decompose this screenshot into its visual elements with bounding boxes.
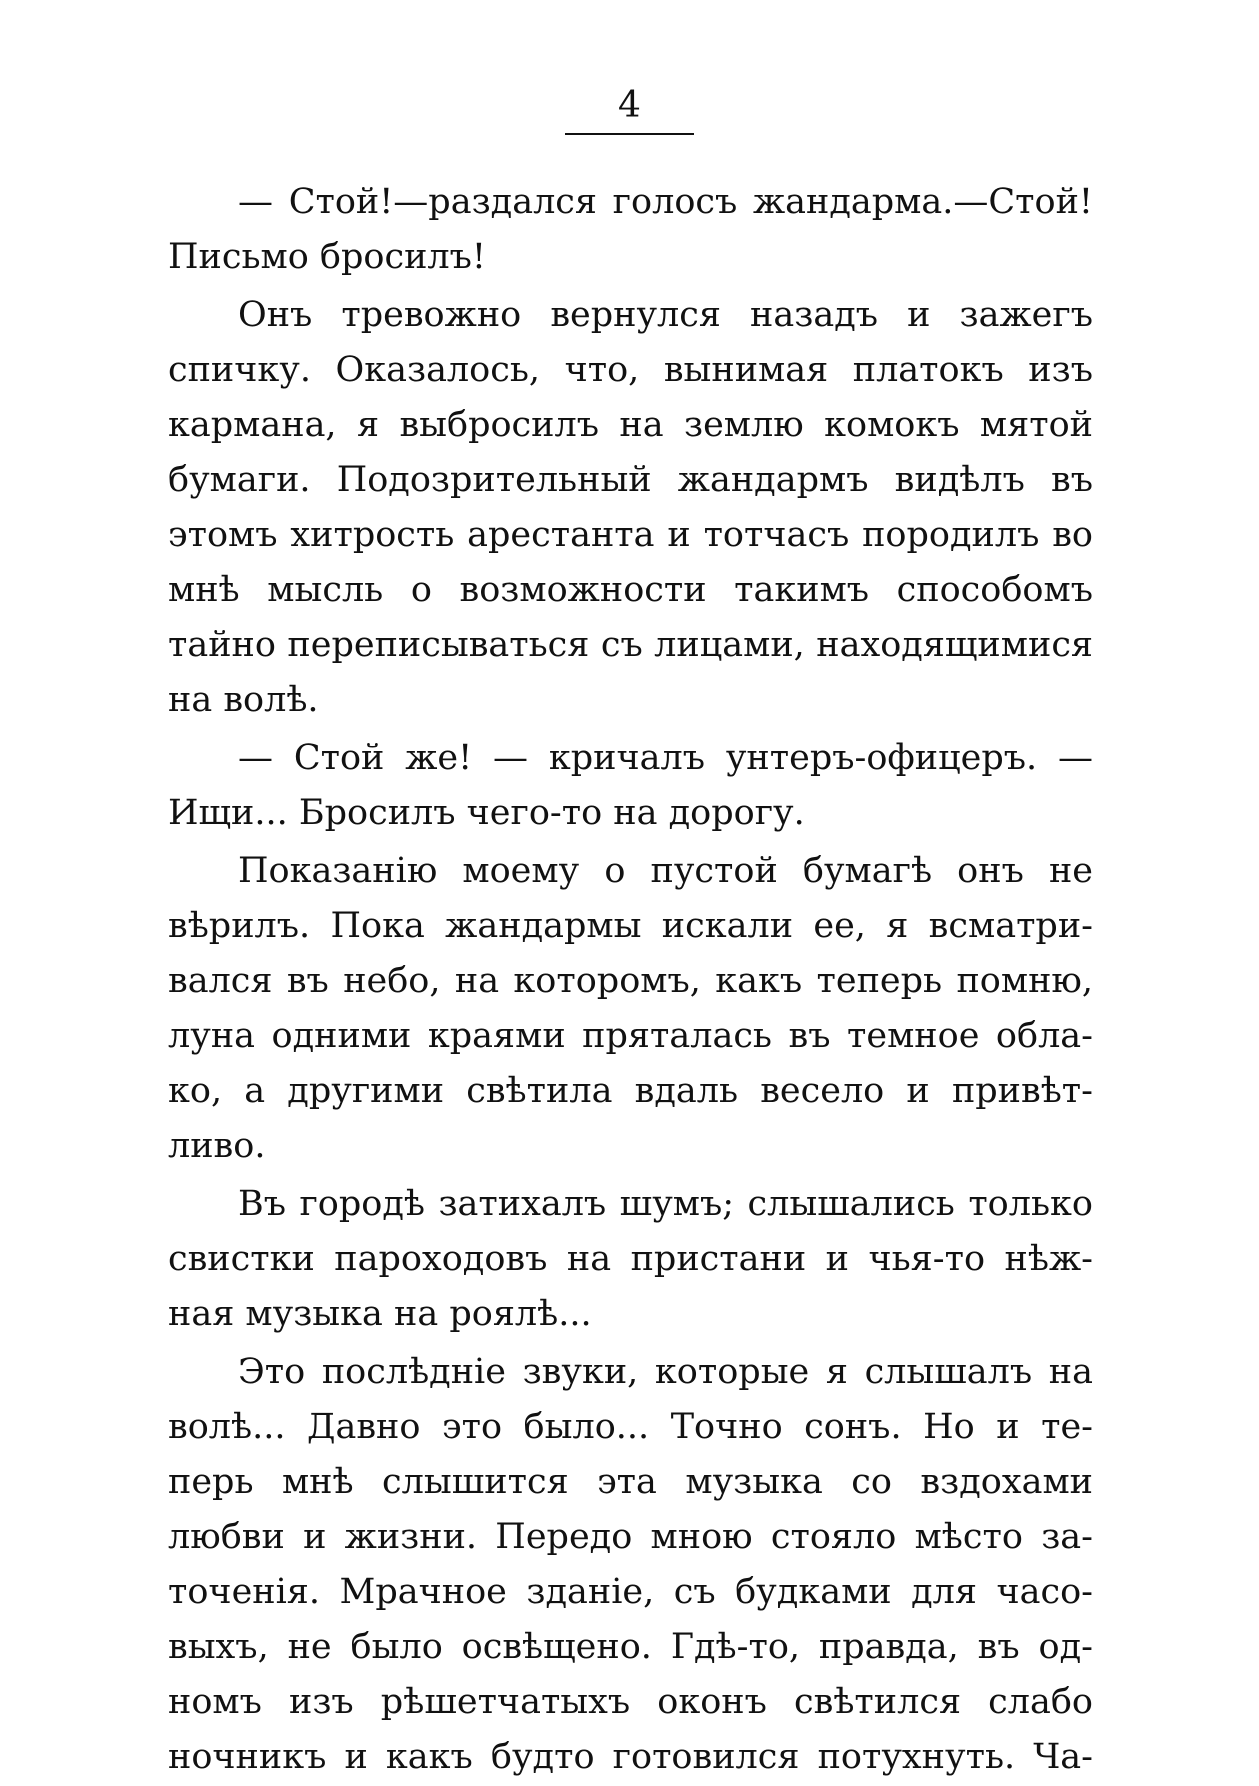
text-line: мнѣ мысль о возможности такимъ способомъ bbox=[168, 570, 1093, 610]
header-rule bbox=[565, 133, 694, 135]
text-line: кармана, я выбросилъ на землю комокъ мятой bbox=[168, 405, 1093, 445]
text-line: ливо. bbox=[168, 1126, 266, 1166]
text-line: вѣрилъ. Пока жандармы искали ее, я всматри- bbox=[168, 906, 1093, 946]
text-line: перь мнѣ слышится эта музыка со вздохами bbox=[168, 1462, 1093, 1502]
text-line: волѣ... Давно это было... Точно сонъ. Но и те- bbox=[168, 1407, 1093, 1447]
text-line: тайно переписываться съ лицами, находящимися bbox=[168, 625, 1093, 665]
text-line: любви и жизни. Передо мною стояло мѣсто за- bbox=[168, 1517, 1093, 1557]
text-line: на волѣ. bbox=[168, 680, 319, 720]
text-line: Въ городѣ затихалъ шумъ; слышались только bbox=[238, 1184, 1093, 1224]
text-line: выхъ, не было освѣщено. Гдѣ-то, правда, въ од- bbox=[168, 1627, 1093, 1667]
text-line: бумаги. Подозрительный жандармъ видѣлъ въ bbox=[168, 460, 1093, 500]
text-line: ная музыка на роялѣ... bbox=[168, 1294, 592, 1334]
text-line: этомъ хитрость арестанта и тотчасъ породилъ во bbox=[168, 515, 1093, 555]
body-text bbox=[168, 175, 1093, 1785]
text-line: Показанію моему о пустой бумагѣ онъ не bbox=[238, 851, 1093, 891]
text-line: луна одними краями пряталась въ темное обла- bbox=[168, 1016, 1093, 1056]
text-line: Ищи... Бросилъ чего-то на дорогу. bbox=[168, 793, 805, 833]
text-line: ко, а другими свѣтила вдаль весело и привѣт- bbox=[168, 1071, 1093, 1111]
page-number: 4 bbox=[618, 85, 641, 126]
text-line: Онъ тревожно вернулся назадъ и зажегъ bbox=[238, 295, 1093, 335]
text-line: свистки пароходовъ на пристани и чья-то нѣж- bbox=[168, 1239, 1093, 1279]
text-line: точенія. Мрачное зданіе, съ будками для часо- bbox=[168, 1572, 1093, 1612]
text-line: — Стой!—раздался голосъ жандарма.—Стой! bbox=[238, 182, 1093, 222]
text-line: Письмо бросилъ! bbox=[168, 237, 486, 277]
text-line: — Стой же! — кричалъ унтеръ-офицеръ. — bbox=[238, 738, 1093, 778]
text-line: спичку. Оказалось, что, вынимая платокъ изъ bbox=[168, 350, 1093, 390]
text-line: Это послѣдніе звуки, которые я слышалъ на bbox=[238, 1352, 1093, 1392]
text-line: номъ изъ рѣшетчатыхъ оконъ свѣтился слабо bbox=[168, 1682, 1093, 1722]
text-line: ночникъ и какъ будто готовился потухнуть. Ча- bbox=[168, 1737, 1093, 1777]
text-line: вался въ небо, на которомъ, какъ теперь помню, bbox=[168, 961, 1093, 1001]
